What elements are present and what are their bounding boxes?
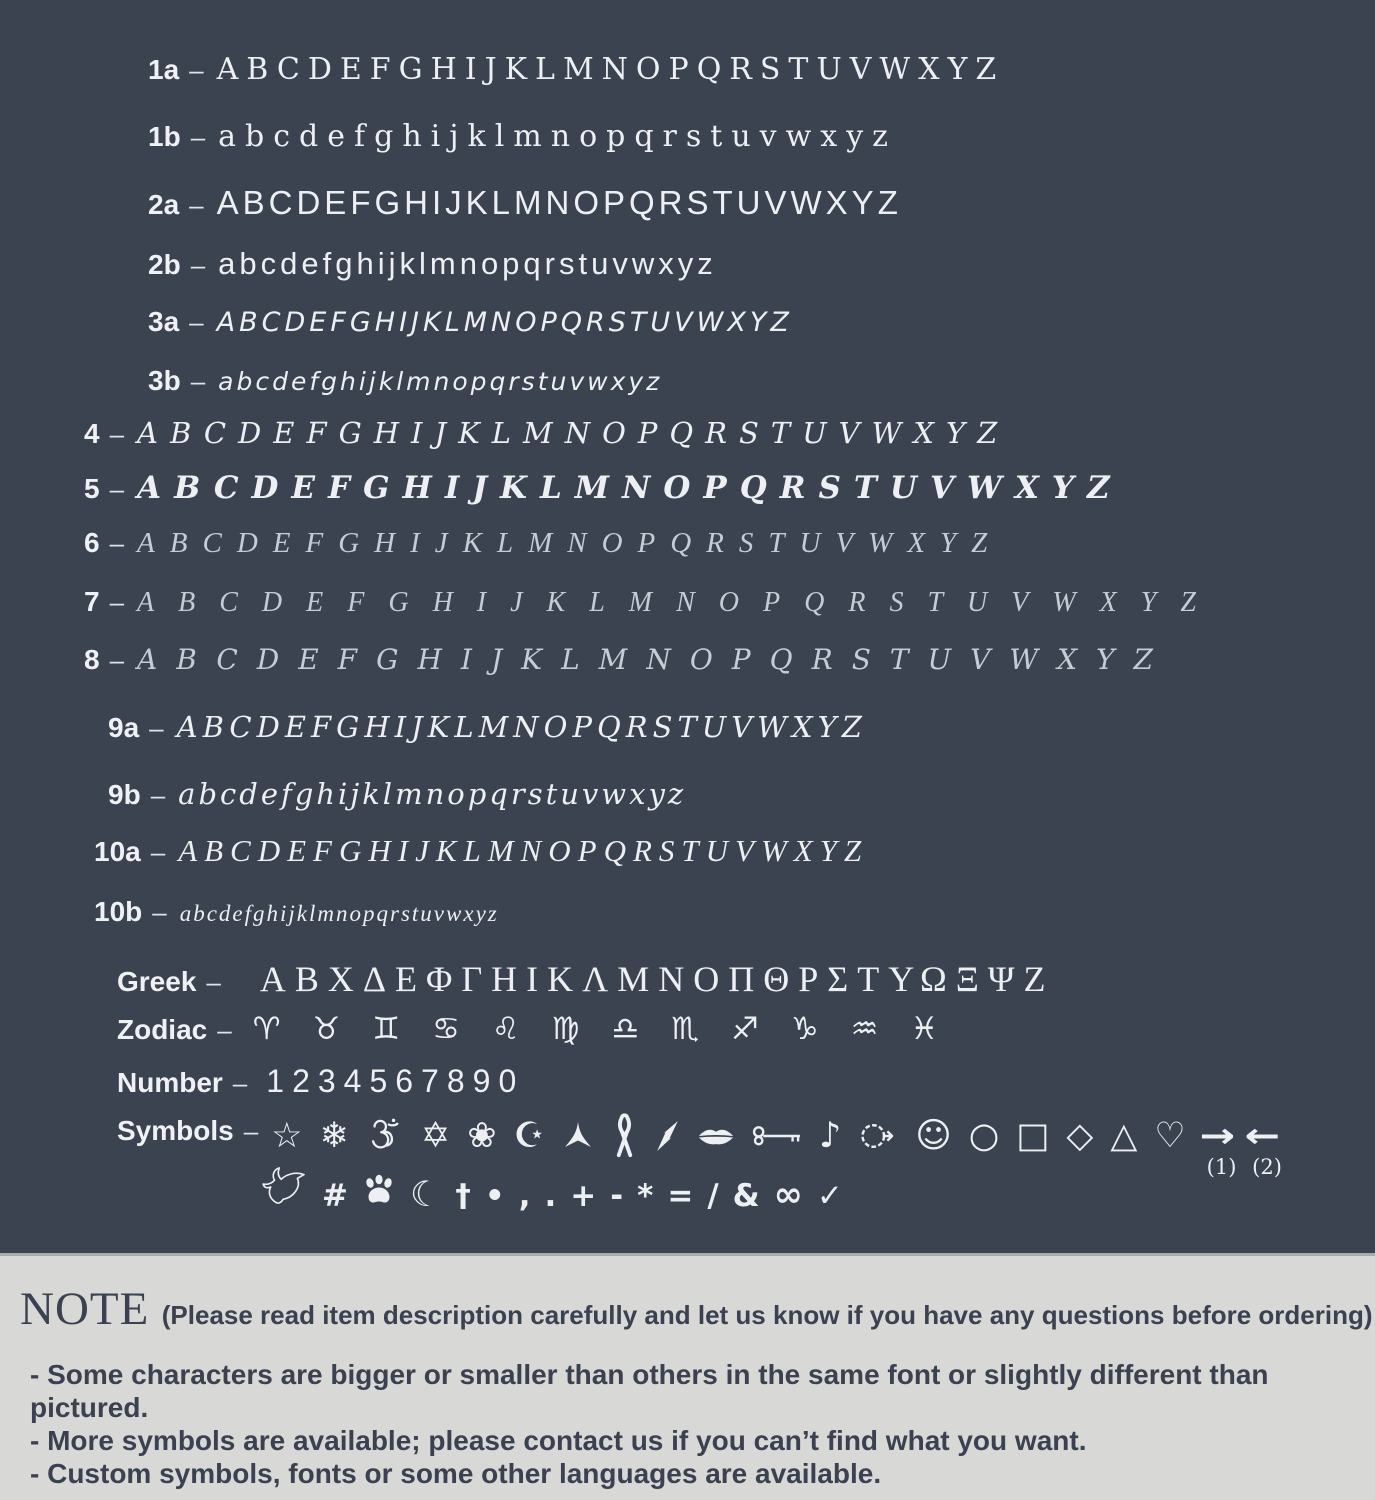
font-row-6-label: 6 (84, 527, 100, 558)
font-row-3a (148, 306, 793, 338)
font-row-10b (94, 896, 499, 928)
label-dash: – (109, 645, 125, 675)
label-dash: – (109, 419, 125, 449)
arrow-left-group (1244, 1116, 1282, 1179)
number-digits: 1234567890 (266, 1063, 525, 1099)
star-outline-icon: ☆ (271, 1115, 303, 1156)
arrow-left-icon: ← (1244, 1116, 1281, 1156)
font-row-8 (84, 643, 1172, 676)
font-row-10a (94, 833, 868, 869)
lips-icon (697, 1127, 735, 1146)
asterisk-glyph: * (637, 1178, 654, 1214)
font-row-9b-label: 9b (108, 779, 141, 810)
note-header (0, 1256, 1375, 1336)
label-dash: – (206, 967, 221, 997)
font-row-10b-label: 10b (94, 896, 143, 927)
label-dash: – (189, 190, 204, 220)
ampersand-glyph: & (732, 1178, 760, 1214)
font-row-3b (148, 365, 662, 397)
greek-letters: ΑΒΧΔΕΦΓΗΙΚΛΜΝΟΠΘΡΣΤΥΩΞΨΖ (259, 959, 1055, 999)
font-sample-7: ABCDEFGHIJKLMNOPQRSTUVWXYZ (137, 587, 1220, 618)
label-dash: – (109, 587, 125, 617)
font-row-3a-label: 3a (148, 306, 180, 337)
greek-row-label: Greek (117, 966, 197, 997)
infinity-icon: ∞ (773, 1175, 803, 1215)
label-dash: – (232, 1068, 248, 1098)
symbols-list-1 (271, 1112, 1282, 1179)
symbols-row-2 (262, 1166, 843, 1213)
comma-glyph: , (518, 1178, 531, 1214)
note-bullet-2: - More symbols are available; please contact us if you can’t find what you want. (30, 1425, 1087, 1456)
font-row-9a-label: 9a (108, 712, 140, 743)
arrow-left-note: (2) (1252, 1155, 1282, 1179)
symbols-row-1 (117, 1112, 1282, 1179)
font-row-4 (84, 416, 1009, 450)
font-row-9a (108, 710, 867, 744)
font-row-1b-label: 1b (148, 121, 181, 152)
font-row-2b-label: 2b (148, 249, 181, 280)
equals-glyph: = (667, 1178, 694, 1214)
font-row-6 (84, 527, 1002, 560)
font-row-2b (148, 246, 717, 282)
font-sample-3b: abcdefghijklmnopqrstuvwxyz (218, 367, 663, 396)
font-sample-10b: abcdefghijklmnopqrstuvwxyz (179, 901, 499, 926)
label-dash: – (109, 528, 125, 558)
triangle-icon: △ (1110, 1115, 1138, 1156)
font-sample-2b: abcdefghijklmnopqrstuvwxyz (218, 246, 717, 281)
font-row-3b-label: 3b (148, 365, 181, 396)
zodiac-row-label: Zodiac (117, 1014, 208, 1045)
awareness-ribbon-icon (611, 1112, 638, 1160)
label-dash: – (217, 1015, 232, 1045)
label-dash: – (189, 55, 204, 85)
slash-glyph: / (707, 1178, 719, 1214)
dove-icon (262, 1166, 308, 1206)
font-row-1a (148, 52, 1004, 87)
font-sample-8: ABCDEFGHIJKLMNOPQRSTUVWXYZ (137, 643, 1173, 676)
diamond-icon: ◇ (1066, 1115, 1094, 1156)
zodiac-glyphs: ♈♉♊♋♌♍♎♏♐♑♒♓ (252, 1011, 971, 1047)
font-row-10a-label: 10a (94, 836, 141, 867)
plus-glyph: + (570, 1178, 597, 1214)
font-sample-10a: ABCDEFGHIJKLMNOPQRSTUVWXYZ (178, 833, 869, 868)
label-dash: – (109, 474, 125, 504)
music-note-icon: ♪ (818, 1115, 842, 1156)
lightning-icon (655, 1120, 680, 1152)
font-row-2a (148, 184, 902, 222)
label-dash: – (149, 713, 164, 743)
key-icon (752, 1125, 802, 1147)
font-sample-4: ABCDEFGHIJKLMNOPQRSTUVWXYZ (137, 416, 1010, 450)
crescent-star-icon: ☪ (513, 1115, 545, 1156)
font-row-1a-label: 1a (148, 54, 180, 85)
label-dash: – (190, 122, 206, 152)
minus-glyph: - (610, 1178, 624, 1214)
font-sample-3a: ABCDEFGHIJKLMNOPQRSTUVWXYZ (216, 307, 793, 338)
checkmark-icon: ✓ (816, 1178, 843, 1214)
heart-icon: ♡ (1154, 1115, 1186, 1156)
cross-icon: † (455, 1178, 471, 1214)
label-dash: – (152, 897, 167, 927)
font-sample-9a: ABCDEFGHIJKLMNOPQRSTUVWXYZ (176, 710, 867, 744)
note-panel (0, 1253, 1375, 1500)
font-row-9b (108, 777, 686, 811)
note-bullet-list (0, 1358, 1375, 1490)
square-icon: □ (1016, 1115, 1050, 1156)
arrow-right-note: (1) (1206, 1155, 1237, 1179)
font-row-1b (148, 119, 897, 154)
greek-row (117, 958, 1054, 1000)
flower-icon: ❀ (467, 1115, 497, 1156)
font-row-2a-label: 2a (148, 189, 180, 220)
font-row-4-label: 4 (84, 418, 100, 449)
hash-icon: # (322, 1178, 348, 1214)
note-bullet-3: - Custom symbols, fonts or some other languages are available. (30, 1458, 882, 1489)
note-subtitle: (Please read item description carefully and let us know if you have any questions before ordering) (161, 1300, 1373, 1330)
font-row-5 (84, 470, 1123, 506)
font-sample-1b: abcdefghijklmnopqrstuvwxyz (218, 119, 897, 154)
font-sample-1a: ABCDEFGHIJKLMNOPQRSTUVWXYZ (216, 52, 1005, 87)
om-icon (366, 1117, 404, 1155)
label-dash: – (150, 837, 166, 867)
circle-icon: ○ (968, 1115, 1000, 1156)
bullet-icon: • (484, 1178, 505, 1214)
smiley-icon: ☺ (915, 1115, 952, 1156)
font-row-7-label: 7 (84, 586, 100, 617)
font-sample-9b: abcdefghijklmnopqrstuvwxyz (178, 777, 687, 811)
period-glyph: . (544, 1178, 557, 1214)
font-sample-5: ABCDEFGHIJKLMNOPQRSTUVWXYZ (137, 470, 1123, 506)
circle-arrow-icon (858, 1121, 898, 1151)
label-dash: – (190, 250, 206, 280)
paw-print-icon (362, 1174, 396, 1206)
crescent-moon-icon: ☾ (409, 1175, 442, 1215)
note-title: NOTE (20, 1283, 150, 1335)
note-bullet-1: - Some characters are bigger or smaller than others in the same font or slightly different than pictured. (30, 1359, 1269, 1423)
label-dash: – (189, 307, 204, 337)
symbols-row-label: Symbols (117, 1115, 234, 1147)
zodiac-row (117, 1011, 970, 1047)
arrow-right-group (1199, 1116, 1237, 1179)
number-row-label: Number (117, 1067, 223, 1098)
number-row (117, 1063, 524, 1100)
plane-dart-icon (562, 1120, 594, 1152)
label-dash: – (190, 366, 206, 396)
star-of-david-icon: ✡ (420, 1115, 451, 1156)
font-row-8-label: 8 (84, 644, 100, 675)
font-row-5-label: 5 (84, 473, 100, 504)
font-row-7 (84, 586, 1220, 619)
font-sample-2a: ABCDEFGHIJKLMNOPQRSTUVWXYZ (216, 184, 902, 221)
label-dash: – (150, 780, 166, 810)
snowflake-icon: ❄ (319, 1115, 349, 1156)
arrow-right-icon: → (1199, 1116, 1235, 1156)
font-sample-6: ABCDEFGHIJKLMNOPQRSTUVWXYZ (137, 527, 1003, 559)
label-dash: – (243, 1116, 259, 1147)
